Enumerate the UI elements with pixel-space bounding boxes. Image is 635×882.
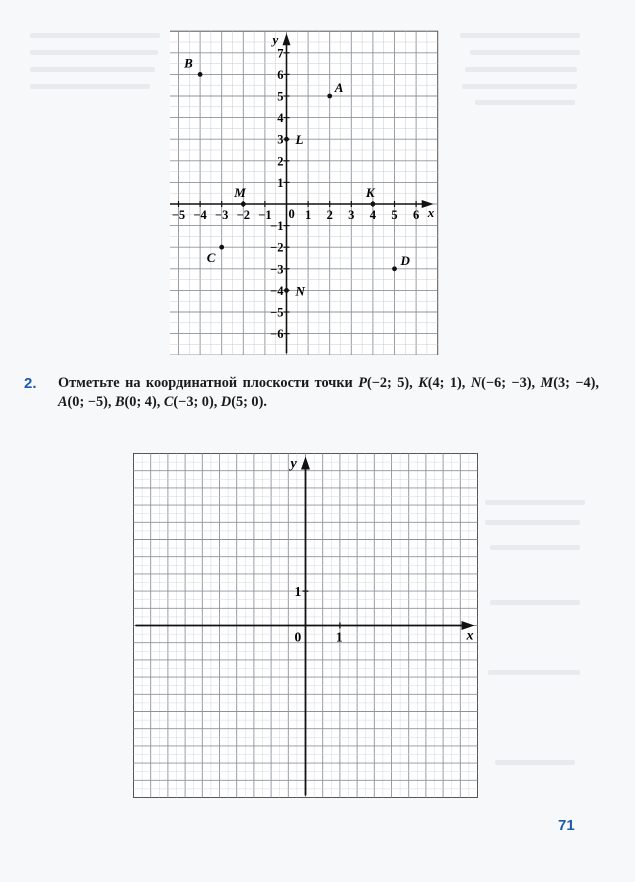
task-2 (24, 374, 599, 412)
y-tick-label: 7 (277, 46, 284, 61)
empty-coordinate-plane (133, 453, 478, 798)
task-point (418, 375, 471, 391)
task-point-coords: (4; 1), (427, 375, 471, 391)
page-number: 71 (558, 817, 575, 834)
point-label: L (295, 132, 304, 148)
point-marker (198, 72, 203, 77)
y-tick-label: 3 (277, 132, 284, 147)
task-point (58, 394, 115, 410)
task-point-name: P (358, 375, 367, 391)
task-point-name: B (115, 394, 125, 410)
task-point-coords: (3; −4), (553, 375, 599, 391)
task-point-name: M (540, 375, 554, 391)
coordinate-plane-example (170, 27, 460, 355)
y-tick-label: 6 (277, 67, 284, 82)
task-point-name: K (418, 375, 428, 391)
task-point-coords: (−2; 5), (366, 375, 419, 391)
task-point (164, 394, 221, 410)
x-tick-label: 2 (326, 208, 333, 222)
x-tick-label: 4 (369, 208, 377, 222)
y-tick-label: −4 (270, 283, 284, 298)
task-point (358, 375, 418, 391)
grid (170, 31, 438, 355)
point-label: B (184, 55, 193, 71)
x-axis-label: x (427, 205, 435, 220)
y-tick-label: −6 (270, 327, 284, 342)
point-marker (284, 288, 289, 293)
x-tick-label: 5 (391, 208, 398, 222)
task-point-coords: (0; 4), (124, 394, 164, 410)
y-tick-label: 5 (277, 89, 284, 104)
y-tick-label: −3 (270, 262, 284, 277)
origin-label: 0 (294, 629, 302, 645)
x-unit-label: 1 (335, 629, 343, 645)
task-point-name: N (470, 375, 482, 391)
x-tick-label: 1 (304, 208, 312, 222)
point-label: N (295, 283, 305, 299)
x-tick-label: −5 (171, 208, 186, 222)
y-axis-label: y (272, 32, 279, 48)
x-tick-label: −1 (258, 208, 272, 222)
x-tick-label: −2 (236, 208, 250, 222)
x-tick-label: 3 (348, 208, 355, 222)
task-point-coords: (−3; 0), (173, 394, 221, 410)
point-label: D (400, 252, 410, 268)
task-point-name: A (58, 394, 68, 410)
task-lead: Отметьте на координатной плоскости точки (58, 375, 359, 391)
task-point-name: C (163, 394, 174, 410)
y-tick-label: 4 (277, 111, 284, 126)
point-marker (392, 266, 397, 271)
point-label: M (234, 185, 246, 200)
point-label: C (206, 250, 216, 266)
y-tick-label: −1 (270, 219, 284, 234)
y-unit-label: 1 (294, 584, 302, 600)
y-tick-label: −5 (270, 305, 284, 320)
y-tick-label: 2 (277, 154, 284, 169)
x-axis-label: x (466, 628, 474, 644)
task-point (115, 394, 164, 410)
task-point-coords: (0; −5), (67, 394, 115, 410)
point-marker (327, 94, 332, 99)
point-label: K (365, 185, 375, 200)
task-point (471, 375, 541, 391)
task-point (221, 394, 267, 410)
point-marker (284, 137, 289, 142)
task-text (58, 374, 599, 412)
task-point (541, 375, 599, 391)
y-tick-label: 1 (277, 175, 284, 190)
y-tick-label: −2 (270, 240, 284, 255)
point-marker (371, 202, 376, 207)
point-marker (241, 202, 246, 207)
origin-label: 0 (288, 207, 295, 221)
task-point-coords: (−6; −3), (481, 375, 541, 391)
task-point-name: D (220, 394, 232, 410)
x-tick-label: −4 (193, 208, 207, 222)
task-point-coords: (5; 0). (231, 394, 267, 410)
x-tick-label: 6 (412, 208, 420, 222)
task-number: 2. (24, 375, 37, 392)
x-tick-label: −3 (215, 208, 229, 222)
point-label: A (334, 80, 344, 95)
point-marker (219, 245, 224, 250)
y-axis-label: y (290, 456, 297, 472)
